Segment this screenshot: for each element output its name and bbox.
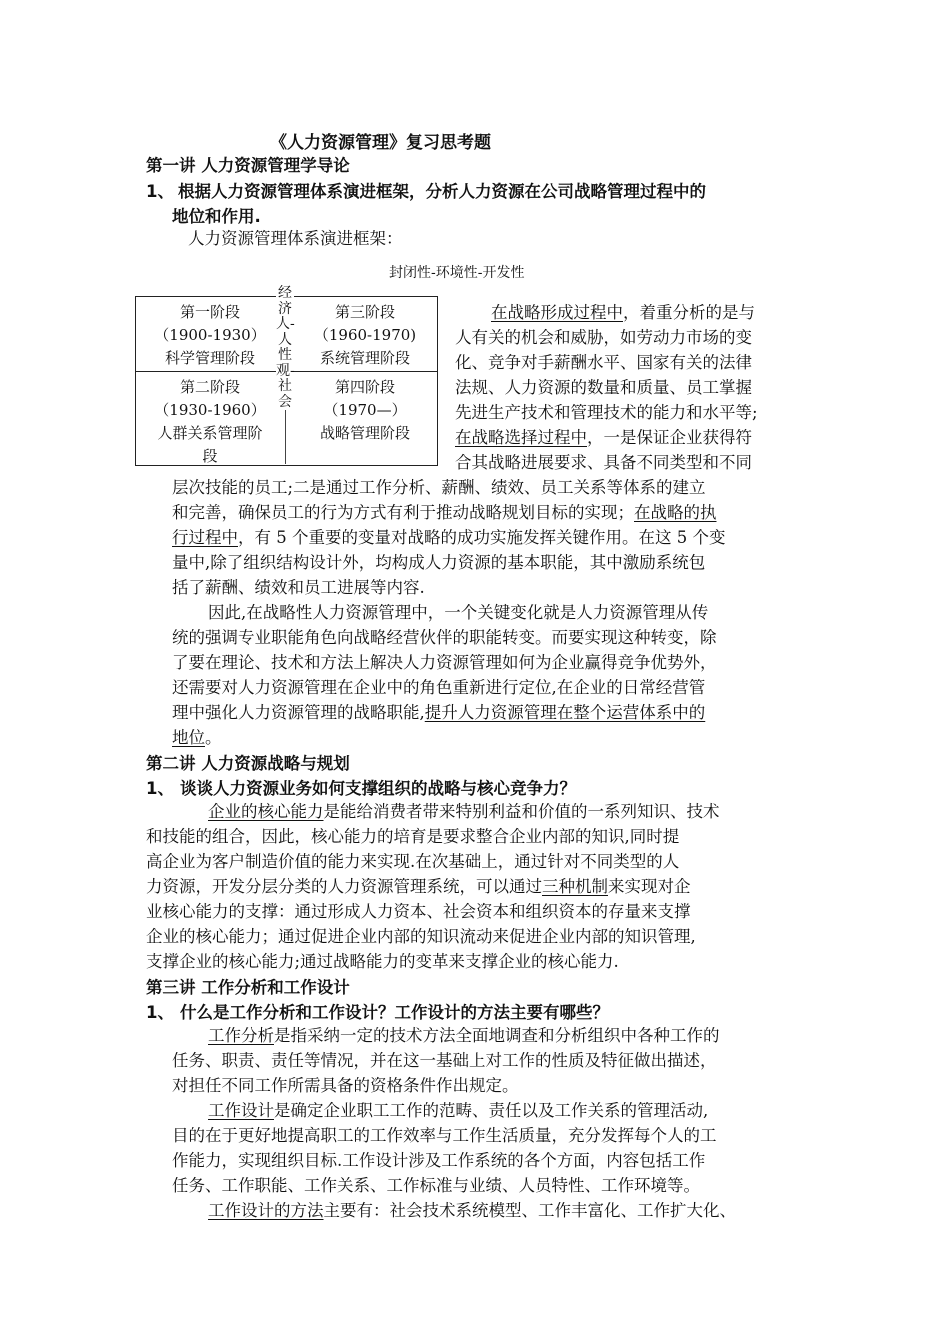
stage-2-cell — [136, 376, 284, 468]
lecture-3-question-number: 1、 — [146, 1003, 174, 1022]
document-title: 《人力资源管理》复习思考题 — [270, 133, 491, 153]
stage-3-label: 系统管理阶段 — [319, 349, 410, 367]
stage-3-period: （1960-1970) — [313, 326, 417, 344]
right-line: 法规、人力资源的数量和质量、员工掌握 — [455, 378, 752, 397]
stage-1-period: （1900-1930） — [154, 326, 266, 344]
body-line: 统的强调专业职能角色向战略经营伙伴的职能转变。而要实现这种转变，除 — [172, 628, 717, 647]
body-line: 支撑企业的核心能力;通过战略能力的变革来支撑企业的核心能力. — [146, 952, 619, 971]
lecture-2-question-number: 1、 — [146, 779, 174, 798]
body-line: 力资源，开发分层分类的人力资源管理系统，可以通过三种机制来实现对企 — [146, 877, 691, 896]
diagram-vertical-caption: 经济人-人性观-社会 — [276, 285, 295, 410]
body-line: 工作设计的方法主要有：社会技术系统模型、工作丰富化、工作扩大化、 — [208, 1201, 736, 1220]
body-line: 理中强化人力资源管理的战略职能,提升人力资源管理在整个运营体系中的 — [172, 703, 706, 722]
stage-1-name: 第一阶段 — [179, 303, 240, 321]
body-line: 还需要对人力资源管理在企业中的角色重新进行定位,在企业的日常经营管 — [172, 678, 706, 697]
lecture-1-heading: 第一讲 人力资源管理学导论 — [146, 156, 350, 175]
right-line: 在战略形成过程中，着重分析的是与 — [491, 303, 755, 322]
body-line: 企业的核心能力是能给消费者带来特别利益和价值的一系列知识、技术 — [208, 802, 720, 821]
lecture-1-question-line-1: 根据人力资源管理体系演进框架，分析人力资源在公司战略管理过程中的 — [178, 182, 706, 201]
stage-1-label: 科学管理阶段 — [164, 349, 255, 367]
diagram-top-caption: 封闭性-环境性-开发性 — [389, 265, 525, 281]
body-line: 高企业为客户制造价值的能力来实现.在次基础上，通过针对不同类型的人 — [146, 852, 680, 871]
body-line: 对担任不同工作所需具备的资格条件作出规定。 — [172, 1076, 519, 1095]
body-line: 括了薪酬、绩效和员工进展等内容. — [172, 578, 425, 597]
stage-4-cell — [291, 376, 439, 445]
right-line: 化、竞争对手薪酬水平、国家有关的法律 — [455, 353, 752, 372]
stage-2-label-line-2: 段 — [202, 447, 218, 465]
framework-label: 人力资源管理体系演进框架： — [188, 229, 403, 248]
right-line: 人有关的机会和威胁，如劳动力市场的变 — [455, 328, 752, 347]
lecture-3-heading: 第三讲 工作分析和工作设计 — [146, 978, 350, 997]
body-line: 行过程中，有 5 个重要的变量对战略的成功实施发挥关键作用。在这 5 个变 — [172, 528, 726, 547]
stage-2-name: 第二阶段 — [179, 378, 240, 396]
stage-4-label: 战略管理阶段 — [319, 424, 410, 442]
body-line: 因此,在战略性人力资源管理中，一个关键变化就是人力资源管理从传 — [208, 603, 709, 622]
body-line: 层次技能的员工;二是通过工作分析、薪酬、绩效、员工关系等体系的建立 — [172, 478, 706, 497]
lecture-2-heading: 第二讲 人力资源战略与规划 — [146, 754, 350, 773]
stage-4-period: （1970—） — [323, 401, 407, 419]
right-line: 先进生产技术和管理技术的能力和水平等; — [455, 403, 758, 422]
body-line: 了要在理论、技术和方法上解决人力资源管理如何为企业赢得竞争优势外， — [172, 653, 717, 672]
body-line: 目的在于更好地提高职工的工作效率与工作生活质量，充分发挥每个人的工 — [172, 1126, 717, 1145]
stage-1-cell — [136, 301, 284, 370]
body-line: 和技能的组合，因此，核心能力的培育是要求整合企业内部的知识,同时提 — [146, 827, 680, 846]
stage-2-period: （1930-1960） — [154, 401, 266, 419]
stage-3-cell — [291, 301, 439, 370]
body-line: 工作分析是指采纳一定的技术方法全面地调查和分析组织中各种工作的 — [208, 1026, 720, 1045]
body-line: 任务、职责、责任等情况，并在这一基础上对工作的性质及特征做出描述， — [172, 1051, 717, 1070]
right-line: 合其战略进展要求、具备不同类型和不同 — [455, 453, 752, 472]
body-line: 和完善，确保员工的行为方式有利于推动战略规划目标的实现；在战略的执 — [172, 503, 717, 522]
lecture-1-question-number: 1、 — [146, 182, 174, 201]
right-line: 在战略选择过程中，一是保证企业获得符 — [455, 428, 752, 447]
stage-2-label-line-1: 人群关系管理阶 — [157, 424, 263, 442]
stage-3-name: 第三阶段 — [334, 303, 395, 321]
body-line: 工作设计是确定企业职工工作的范畴、责任以及工作关系的管理活动, — [208, 1101, 709, 1120]
lecture-1-question-line-2: 地位和作用. — [172, 207, 261, 226]
stage-4-name: 第四阶段 — [334, 378, 395, 396]
body-line: 企业的核心能力；通过促进企业内部的知识流动来促进企业内部的知识管理, — [146, 927, 696, 946]
lecture-3-question: 什么是工作分析和工作设计？工作设计的方法主要有哪些？ — [180, 1003, 609, 1022]
body-line: 业核心能力的支撑：通过形成人力资本、社会资本和组织资本的存量来支撑 — [146, 902, 691, 921]
body-line: 任务、工作职能、工作关系、工作标准与业绩、人员特性、工作环境等。 — [172, 1176, 700, 1195]
body-line: 作能力，实现组织目标.工作设计涉及工作系统的各个方面，内容包括工作 — [172, 1151, 706, 1170]
body-line: 量中,除了组织结构设计外，均构成人力资源的基本职能，其中激励系统包 — [172, 553, 706, 572]
lecture-2-question: 谈谈人力资源业务如何支撑组织的战略与核心竞争力？ — [180, 779, 576, 798]
body-line: 地位。 — [172, 728, 222, 747]
